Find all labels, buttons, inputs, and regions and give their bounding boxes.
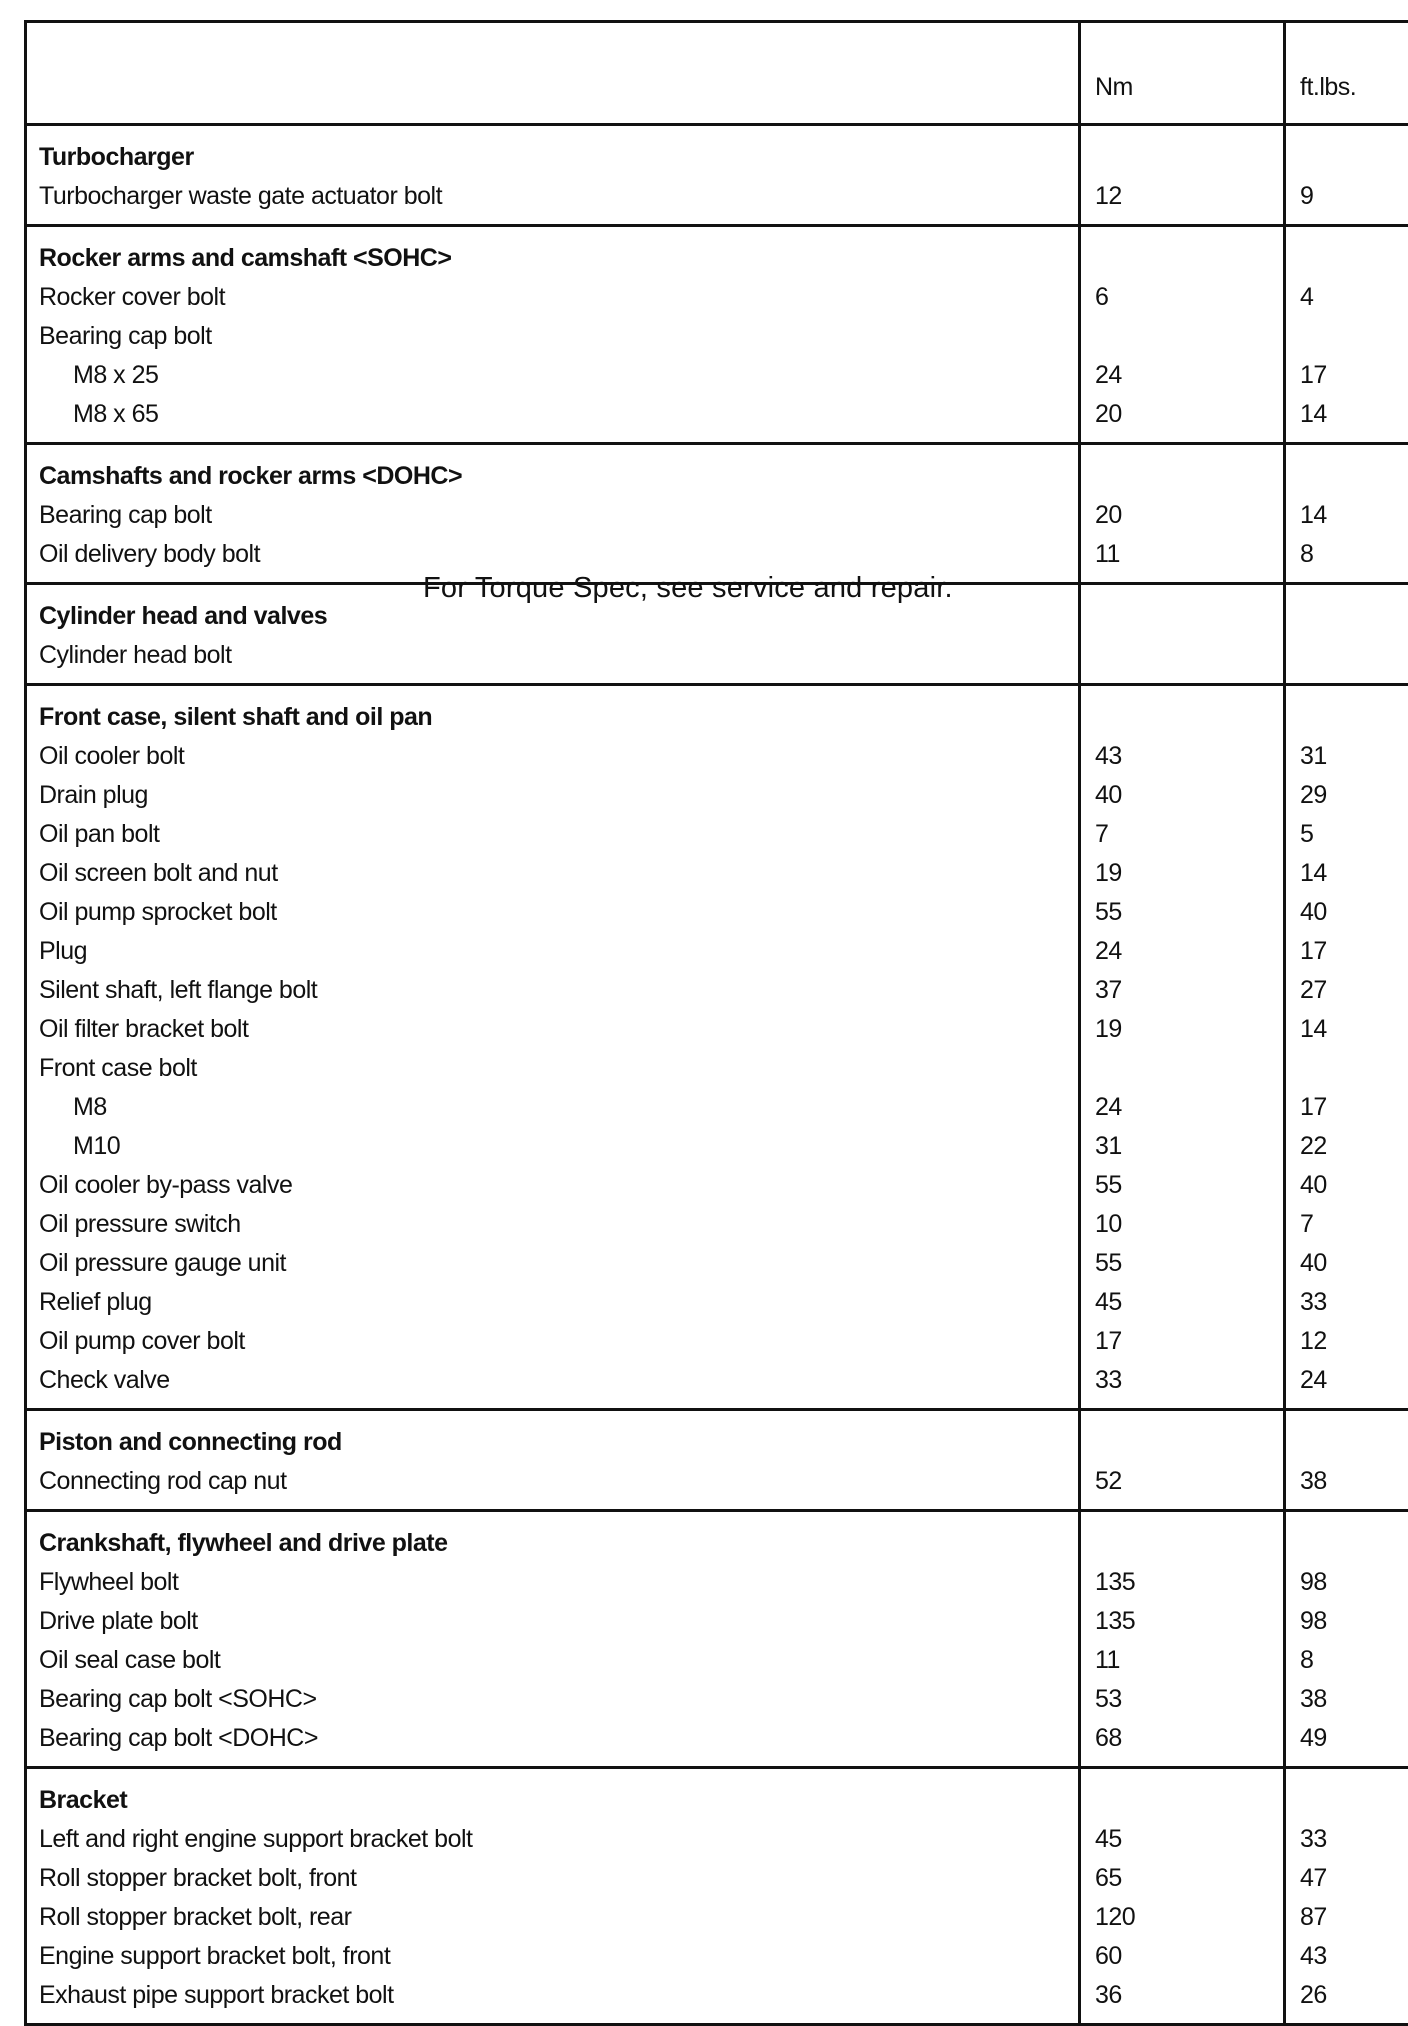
header-nm-column: Nm (1080, 22, 1285, 125)
item-name: Roll stopper bracket bolt, rear (26, 1898, 1080, 1937)
section-title: Cylinder head and valves (26, 584, 1080, 637)
item-ftlbs: 14 (1285, 854, 1408, 893)
item-nm (1080, 1049, 1285, 1088)
item-nm: 40 (1080, 776, 1285, 815)
item-ftlbs: 26 (1285, 1976, 1408, 2025)
table-row (26, 278, 1408, 317)
table-row (26, 1563, 1408, 1602)
section-title: Rocker arms and camshaft <SOHC> (26, 226, 1080, 279)
table-row (26, 1602, 1408, 1641)
item-name: Oil pump sprocket bolt (26, 893, 1080, 932)
table-row (26, 1205, 1408, 1244)
table-row (26, 1937, 1408, 1976)
item-ftlbs: 33 (1285, 1820, 1408, 1859)
table-row (26, 854, 1408, 893)
table-row (26, 815, 1408, 854)
item-nm: 120 (1080, 1898, 1285, 1937)
item-nm: 135 (1080, 1563, 1285, 1602)
item-name: Oil screen bolt and nut (26, 854, 1080, 893)
item-ftlbs: 40 (1285, 1166, 1408, 1205)
item-name: Rocker cover bolt (26, 278, 1080, 317)
item-nm (1080, 636, 1285, 685)
section-title: Turbocharger (26, 125, 1080, 178)
item-ftlbs: 14 (1285, 496, 1408, 535)
item-ftlbs: 87 (1285, 1898, 1408, 1937)
table-row (26, 356, 1408, 395)
item-name: Bearing cap bolt (26, 317, 1080, 356)
item-ftlbs: 40 (1285, 1244, 1408, 1283)
item-name: M8 x 65 (26, 395, 1080, 444)
table-row (26, 1244, 1408, 1283)
item-ftlbs: 17 (1285, 932, 1408, 971)
item-ftlbs: 27 (1285, 971, 1408, 1010)
section-crankshaft (26, 1511, 1408, 1768)
section-title: Crankshaft, flywheel and drive plate (26, 1511, 1080, 1564)
item-ftlbs: 49 (1285, 1719, 1408, 1768)
section-front-case (26, 685, 1408, 1410)
section-title: Camshafts and rocker arms <DOHC> (26, 444, 1080, 497)
item-ftlbs: 5 (1285, 815, 1408, 854)
table-header-row (26, 22, 1408, 125)
item-nm (1080, 317, 1285, 356)
item-name: Oil pressure switch (26, 1205, 1080, 1244)
item-name: Oil pan bolt (26, 815, 1080, 854)
item-name: Cylinder head bolt (26, 636, 1080, 685)
item-ftlbs: 14 (1285, 1010, 1408, 1049)
table-row (26, 1049, 1408, 1088)
item-name: Check valve (26, 1361, 1080, 1410)
item-name: Oil pressure gauge unit (26, 1244, 1080, 1283)
item-nm: 19 (1080, 854, 1285, 893)
item-ftlbs: 17 (1285, 356, 1408, 395)
item-ftlbs: 38 (1285, 1462, 1408, 1511)
item-nm: 55 (1080, 1166, 1285, 1205)
item-nm: 17 (1080, 1322, 1285, 1361)
item-nm: 24 (1080, 356, 1285, 395)
item-nm: 12 (1080, 177, 1285, 226)
item-nm: 135 (1080, 1602, 1285, 1641)
item-nm: 55 (1080, 893, 1285, 932)
item-nm: 6 (1080, 278, 1285, 317)
item-ftlbs: 33 (1285, 1283, 1408, 1322)
item-nm: 7 (1080, 815, 1285, 854)
table-row (26, 1641, 1408, 1680)
item-ftlbs: 38 (1285, 1680, 1408, 1719)
item-ftlbs: 8 (1285, 535, 1408, 584)
item-ftlbs: 17 (1285, 1088, 1408, 1127)
item-ftlbs: 8 (1285, 1641, 1408, 1680)
table-row (26, 1010, 1408, 1049)
table-row (26, 776, 1408, 815)
section-title-row (26, 444, 1408, 497)
item-ftlbs: 47 (1285, 1859, 1408, 1898)
item-nm: 52 (1080, 1462, 1285, 1511)
item-nm: 45 (1080, 1283, 1285, 1322)
section-title: Bracket (26, 1768, 1080, 1821)
item-name: M8 x 25 (26, 356, 1080, 395)
item-name: Oil pump cover bolt (26, 1322, 1080, 1361)
item-name: Left and right engine support bracket bolt (26, 1820, 1080, 1859)
table-row (26, 177, 1408, 226)
table-row (26, 1166, 1408, 1205)
item-ftlbs (1285, 636, 1408, 685)
item-ftlbs: 98 (1285, 1563, 1408, 1602)
item-nm: 31 (1080, 1127, 1285, 1166)
item-nm: 11 (1080, 1641, 1285, 1680)
item-ftlbs: 14 (1285, 395, 1408, 444)
table-row (26, 1976, 1408, 2025)
item-nm: 10 (1080, 1205, 1285, 1244)
table-row (26, 496, 1408, 535)
section-title-row (26, 1410, 1408, 1463)
table-row (26, 1859, 1408, 1898)
item-name: Oil cooler bolt (26, 737, 1080, 776)
item-nm: 68 (1080, 1719, 1285, 1768)
section-title-row (26, 685, 1408, 738)
item-nm: 24 (1080, 1088, 1285, 1127)
item-nm: 24 (1080, 932, 1285, 971)
item-nm: 37 (1080, 971, 1285, 1010)
table-row (26, 1898, 1408, 1937)
section-rocker-arms-sohc (26, 226, 1408, 444)
item-ftlbs: 40 (1285, 893, 1408, 932)
table-row (26, 1361, 1408, 1410)
table-row (26, 1127, 1408, 1166)
item-name: Bearing cap bolt <DOHC> (26, 1719, 1080, 1768)
table-row (26, 1680, 1408, 1719)
item-nm: 20 (1080, 496, 1285, 535)
item-name: Engine support bracket bolt, front (26, 1937, 1080, 1976)
item-ftlbs: 24 (1285, 1361, 1408, 1410)
item-ftlbs: 98 (1285, 1602, 1408, 1641)
table-row (26, 1719, 1408, 1768)
item-name: Oil filter bracket bolt (26, 1010, 1080, 1049)
item-name: Oil delivery body bolt (26, 535, 1080, 584)
item-ftlbs: 43 (1285, 1937, 1408, 1976)
torque-spec-table (24, 20, 1408, 2026)
header-ftlbs-column: ft.lbs. (1285, 22, 1408, 125)
item-name: Bearing cap bolt <SOHC> (26, 1680, 1080, 1719)
item-nm: 33 (1080, 1361, 1285, 1410)
table-row (26, 1088, 1408, 1127)
table-row (26, 317, 1408, 356)
item-ftlbs: 31 (1285, 737, 1408, 776)
item-ftlbs: 12 (1285, 1322, 1408, 1361)
item-nm: 36 (1080, 1976, 1285, 2025)
table-row (26, 1283, 1408, 1322)
table-row (26, 971, 1408, 1010)
item-nm: 11 (1080, 535, 1285, 584)
item-ftlbs (1285, 317, 1408, 356)
item-name: M10 (26, 1127, 1080, 1166)
section-title: Piston and connecting rod (26, 1410, 1080, 1463)
section-title-row (26, 1768, 1408, 1821)
item-name: Front case bolt (26, 1049, 1080, 1088)
item-name: Turbocharger waste gate actuator bolt (26, 177, 1080, 226)
item-ftlbs: 4 (1285, 278, 1408, 317)
item-nm: 55 (1080, 1244, 1285, 1283)
item-nm: 53 (1080, 1680, 1285, 1719)
section-turbocharger (26, 125, 1408, 226)
section-title-row (26, 125, 1408, 178)
item-name: M8 (26, 1088, 1080, 1127)
item-name: Exhaust pipe support bracket bolt (26, 1976, 1080, 2025)
table-row (26, 932, 1408, 971)
item-name: Oil cooler by-pass valve (26, 1166, 1080, 1205)
item-ftlbs: 29 (1285, 776, 1408, 815)
section-camshafts-dohc (26, 444, 1408, 584)
item-nm: 65 (1080, 1859, 1285, 1898)
item-ftlbs: 9 (1285, 177, 1408, 226)
item-nm: 19 (1080, 1010, 1285, 1049)
section-piston (26, 1410, 1408, 1511)
section-title-row (26, 226, 1408, 279)
header-item-column (26, 22, 1080, 125)
item-name: Drain plug (26, 776, 1080, 815)
item-nm: 45 (1080, 1820, 1285, 1859)
torque-spec-note: For Torque Spec, see service and repair. (423, 572, 953, 605)
item-ftlbs: 22 (1285, 1127, 1408, 1166)
table-row (26, 636, 1408, 685)
item-name: Connecting rod cap nut (26, 1462, 1080, 1511)
table-row (26, 1322, 1408, 1361)
item-ftlbs: 7 (1285, 1205, 1408, 1244)
item-nm: 20 (1080, 395, 1285, 444)
table-row (26, 737, 1408, 776)
item-nm: 43 (1080, 737, 1285, 776)
item-name: Plug (26, 932, 1080, 971)
table-row (26, 1820, 1408, 1859)
section-bracket (26, 1768, 1408, 2025)
item-name: Relief plug (26, 1283, 1080, 1322)
table-row (26, 1462, 1408, 1511)
item-name: Oil seal case bolt (26, 1641, 1080, 1680)
section-title-row (26, 1511, 1408, 1564)
item-name: Bearing cap bolt (26, 496, 1080, 535)
item-name: Roll stopper bracket bolt, front (26, 1859, 1080, 1898)
table-row (26, 893, 1408, 932)
item-name: Silent shaft, left flange bolt (26, 971, 1080, 1010)
item-name: Flywheel bolt (26, 1563, 1080, 1602)
table-row (26, 395, 1408, 444)
item-nm: 60 (1080, 1937, 1285, 1976)
item-ftlbs (1285, 1049, 1408, 1088)
item-name: Drive plate bolt (26, 1602, 1080, 1641)
section-title: Front case, silent shaft and oil pan (26, 685, 1080, 738)
